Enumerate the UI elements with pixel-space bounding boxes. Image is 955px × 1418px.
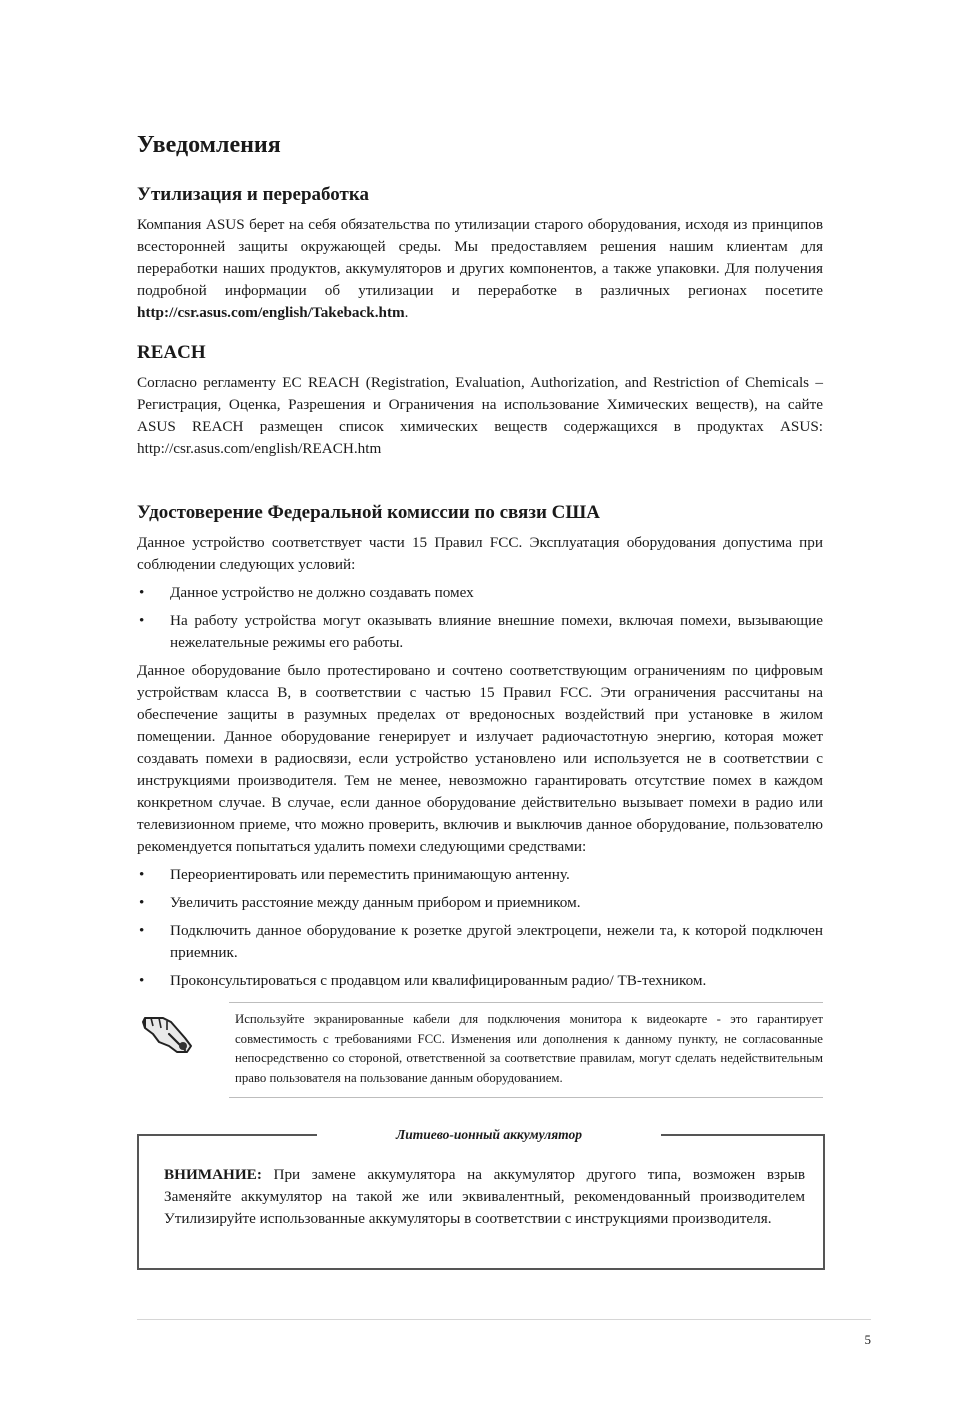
list-item: • Данное устройство не должно создавать помех xyxy=(137,582,823,604)
fcc-remedies-list xyxy=(137,864,823,992)
footer-rule xyxy=(137,1319,871,1320)
recycling-heading: Утилизация и переработка xyxy=(137,184,370,205)
note-bottom-rule xyxy=(229,1097,823,1098)
list-item: • Увеличить расстояние между данным прибором и приемником. xyxy=(137,892,823,914)
bullet: • xyxy=(139,612,145,629)
battery-warning-box xyxy=(137,1127,825,1270)
page-content xyxy=(137,128,823,1098)
recycling-section xyxy=(137,182,823,324)
page-title: Уведомления xyxy=(137,132,281,158)
bullet: • xyxy=(139,922,145,939)
fcc-intro: Данное устройство соответствует части 15 Правил FCC. Эксплуатация оборудования допустима при соблюдении следующих условий: xyxy=(137,534,823,573)
bullet: • xyxy=(139,894,145,911)
pointing-hand-icon xyxy=(141,1012,195,1056)
reach-section xyxy=(137,340,823,460)
recycling-text: Компания ASUS берет на себя обязательства по утилизации старого оборудования, исходя из принципов всесторонней защиты окружающей среды. Мы предоставляем решения нашим клиентам для переработки наших продуктов, аккумуляторов и других компонентов, а также упаковки. Для получения подробной информации об утилизации и переработке в различных регионах посетите http://csr.asus.com/english/Takeback.htm. xyxy=(137,216,823,321)
fcc-heading: Удостоверение Федеральной комиссии по связи США xyxy=(137,502,600,523)
list-item: • Подключить данное оборудование к розетке другой электроцепи, нежели та, к которой подключен приемник. xyxy=(139,922,823,961)
reach-heading: REACH xyxy=(137,342,206,363)
list-item: • На работу устройства могут оказывать влияние внешние помехи, включая помехи, вызывающие нежелательные режимы его работы. xyxy=(139,612,823,651)
fcc-conditions-list xyxy=(137,582,823,654)
note-top-rule xyxy=(229,1002,823,1003)
reach-text: Согласно регламенту ЕС REACH (Registration, Evaluation, Authorization, and Restriction of Chemicals – Регистрация, Оценка, Разрешения и Ограничения на использование Химических веществ), на сайте ASUS REACH размещен список химических веществ содержащихся в продуктах ASUS: http://csr.asus.com/english/REACH.htm xyxy=(137,374,823,457)
note-text: Используйте экранированные кабели для подключения монитора к видеокарте - это гарантирует совместимость с требованиями FCC. Изменения или дополнения к данному пункту, не согласованные непосредственно со стороной, ответственной за соответствие правилам, могут сделать недействительным право пользователя на пользование данным оборудованием. xyxy=(235,1012,823,1085)
page-number: 5 xyxy=(864,1332,871,1347)
warning-label: ВНИМАНИЕ: xyxy=(164,1166,262,1183)
bullet: • xyxy=(139,866,145,883)
battery-title: Литиево-ионный аккумулятор xyxy=(317,1125,661,1145)
list-item: • Проконсультироваться с продавцом или квалифицированным радио/ ТВ-техником. xyxy=(137,970,823,992)
bullet: • xyxy=(139,972,145,989)
battery-warning-text: ВНИМАНИЕ: При замене аккумулятора на аккумулятор другого типа, возможен взрыв Заменяйте аккумулятор на такой же или эквивалентный, рекомендованный производителем Утилизируйте использованные аккумуляторы в соответствии с инструкциями производителя. xyxy=(164,1166,805,1227)
fcc-note xyxy=(137,998,823,1098)
list-item: • Переориентировать или переместить принимающую антенну. xyxy=(137,864,823,886)
fcc-section xyxy=(137,500,823,1098)
takeback-link[interactable]: http://csr.asus.com/english/Takeback.htm xyxy=(137,304,405,321)
fcc-body: Данное оборудование было протестировано и сочтено соответствующим ограничениям по цифровым устройствам класса В, в соответствии с частью 15 Правил FCC. Эти ограничения рассчитаны на обеспечение защиты в разумных пределах от вредоносных воздействий при установке в жилом помещении. Данное оборудование генерирует и излучает радиочастотную энергию, которая может создавать помехи в радиосвязи, если устройство установлено или используется не в соответствии с инструкциями производителя. Тем не менее, невозможно гарантировать отсутствие помех в каждом конкретном случае. В случае, если данное оборудование действительно вызывает помехи в радио или телевизионном приеме, что можно проверить, включив и выключив данное оборудование, пользователю рекомендуется попытаться удалить помехи следующими средствами: xyxy=(137,662,823,855)
bullet: • xyxy=(139,584,145,601)
